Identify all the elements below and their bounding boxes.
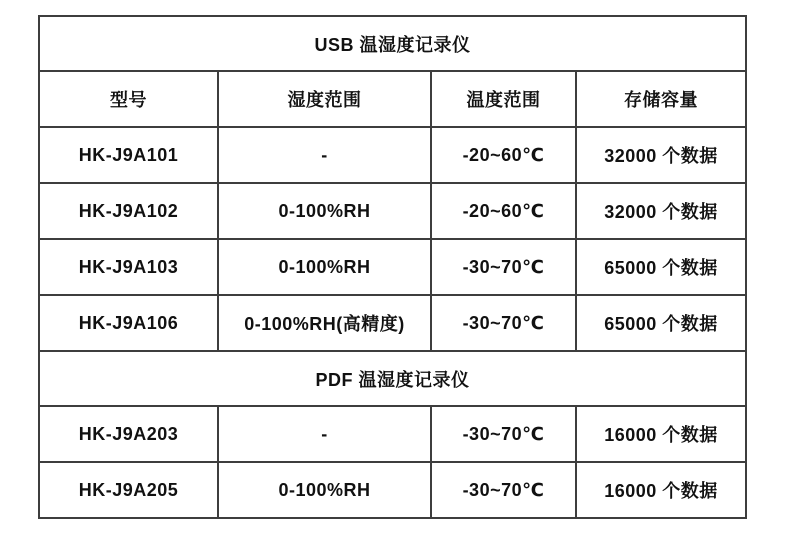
cell-temperature: -20~60℃ [431, 183, 576, 239]
table-row [39, 406, 746, 462]
cell-model: HK-J9A101 [39, 127, 218, 183]
cell-model: HK-J9A103 [39, 239, 218, 295]
usb-section-title-row [39, 16, 746, 71]
spec-table [38, 15, 747, 519]
usb-section-title: USB 温湿度记录仪 [39, 16, 746, 71]
cell-humidity: - [218, 406, 431, 462]
cell-temperature: -30~70℃ [431, 295, 576, 351]
cell-humidity: 0-100%RH [218, 239, 431, 295]
cell-humidity: 0-100%RH(高精度) [218, 295, 431, 351]
column-header-model: 型号 [39, 71, 218, 127]
table-row [39, 127, 746, 183]
pdf-section-title: PDF 温湿度记录仪 [39, 351, 746, 406]
cell-storage: 32000 个数据 [576, 127, 746, 183]
cell-humidity: 0-100%RH [218, 462, 431, 518]
cell-temperature: -30~70℃ [431, 406, 576, 462]
cell-temperature: -30~70℃ [431, 462, 576, 518]
cell-storage: 65000 个数据 [576, 239, 746, 295]
cell-storage: 16000 个数据 [576, 462, 746, 518]
column-header-storage: 存储容量 [576, 71, 746, 127]
cell-storage: 32000 个数据 [576, 183, 746, 239]
cell-temperature: -30~70℃ [431, 239, 576, 295]
cell-model: HK-J9A102 [39, 183, 218, 239]
table-row [39, 295, 746, 351]
pdf-section-title-row [39, 351, 746, 406]
cell-humidity: 0-100%RH [218, 183, 431, 239]
column-header-temperature: 温度范围 [431, 71, 576, 127]
cell-humidity: - [218, 127, 431, 183]
column-header-humidity: 湿度范围 [218, 71, 431, 127]
cell-model: HK-J9A106 [39, 295, 218, 351]
cell-temperature: -20~60℃ [431, 127, 576, 183]
cell-model: HK-J9A205 [39, 462, 218, 518]
cell-storage: 16000 个数据 [576, 406, 746, 462]
table-row [39, 462, 746, 518]
cell-storage: 65000 个数据 [576, 295, 746, 351]
cell-model: HK-J9A203 [39, 406, 218, 462]
table-row [39, 183, 746, 239]
table-row [39, 239, 746, 295]
column-header-row [39, 71, 746, 127]
